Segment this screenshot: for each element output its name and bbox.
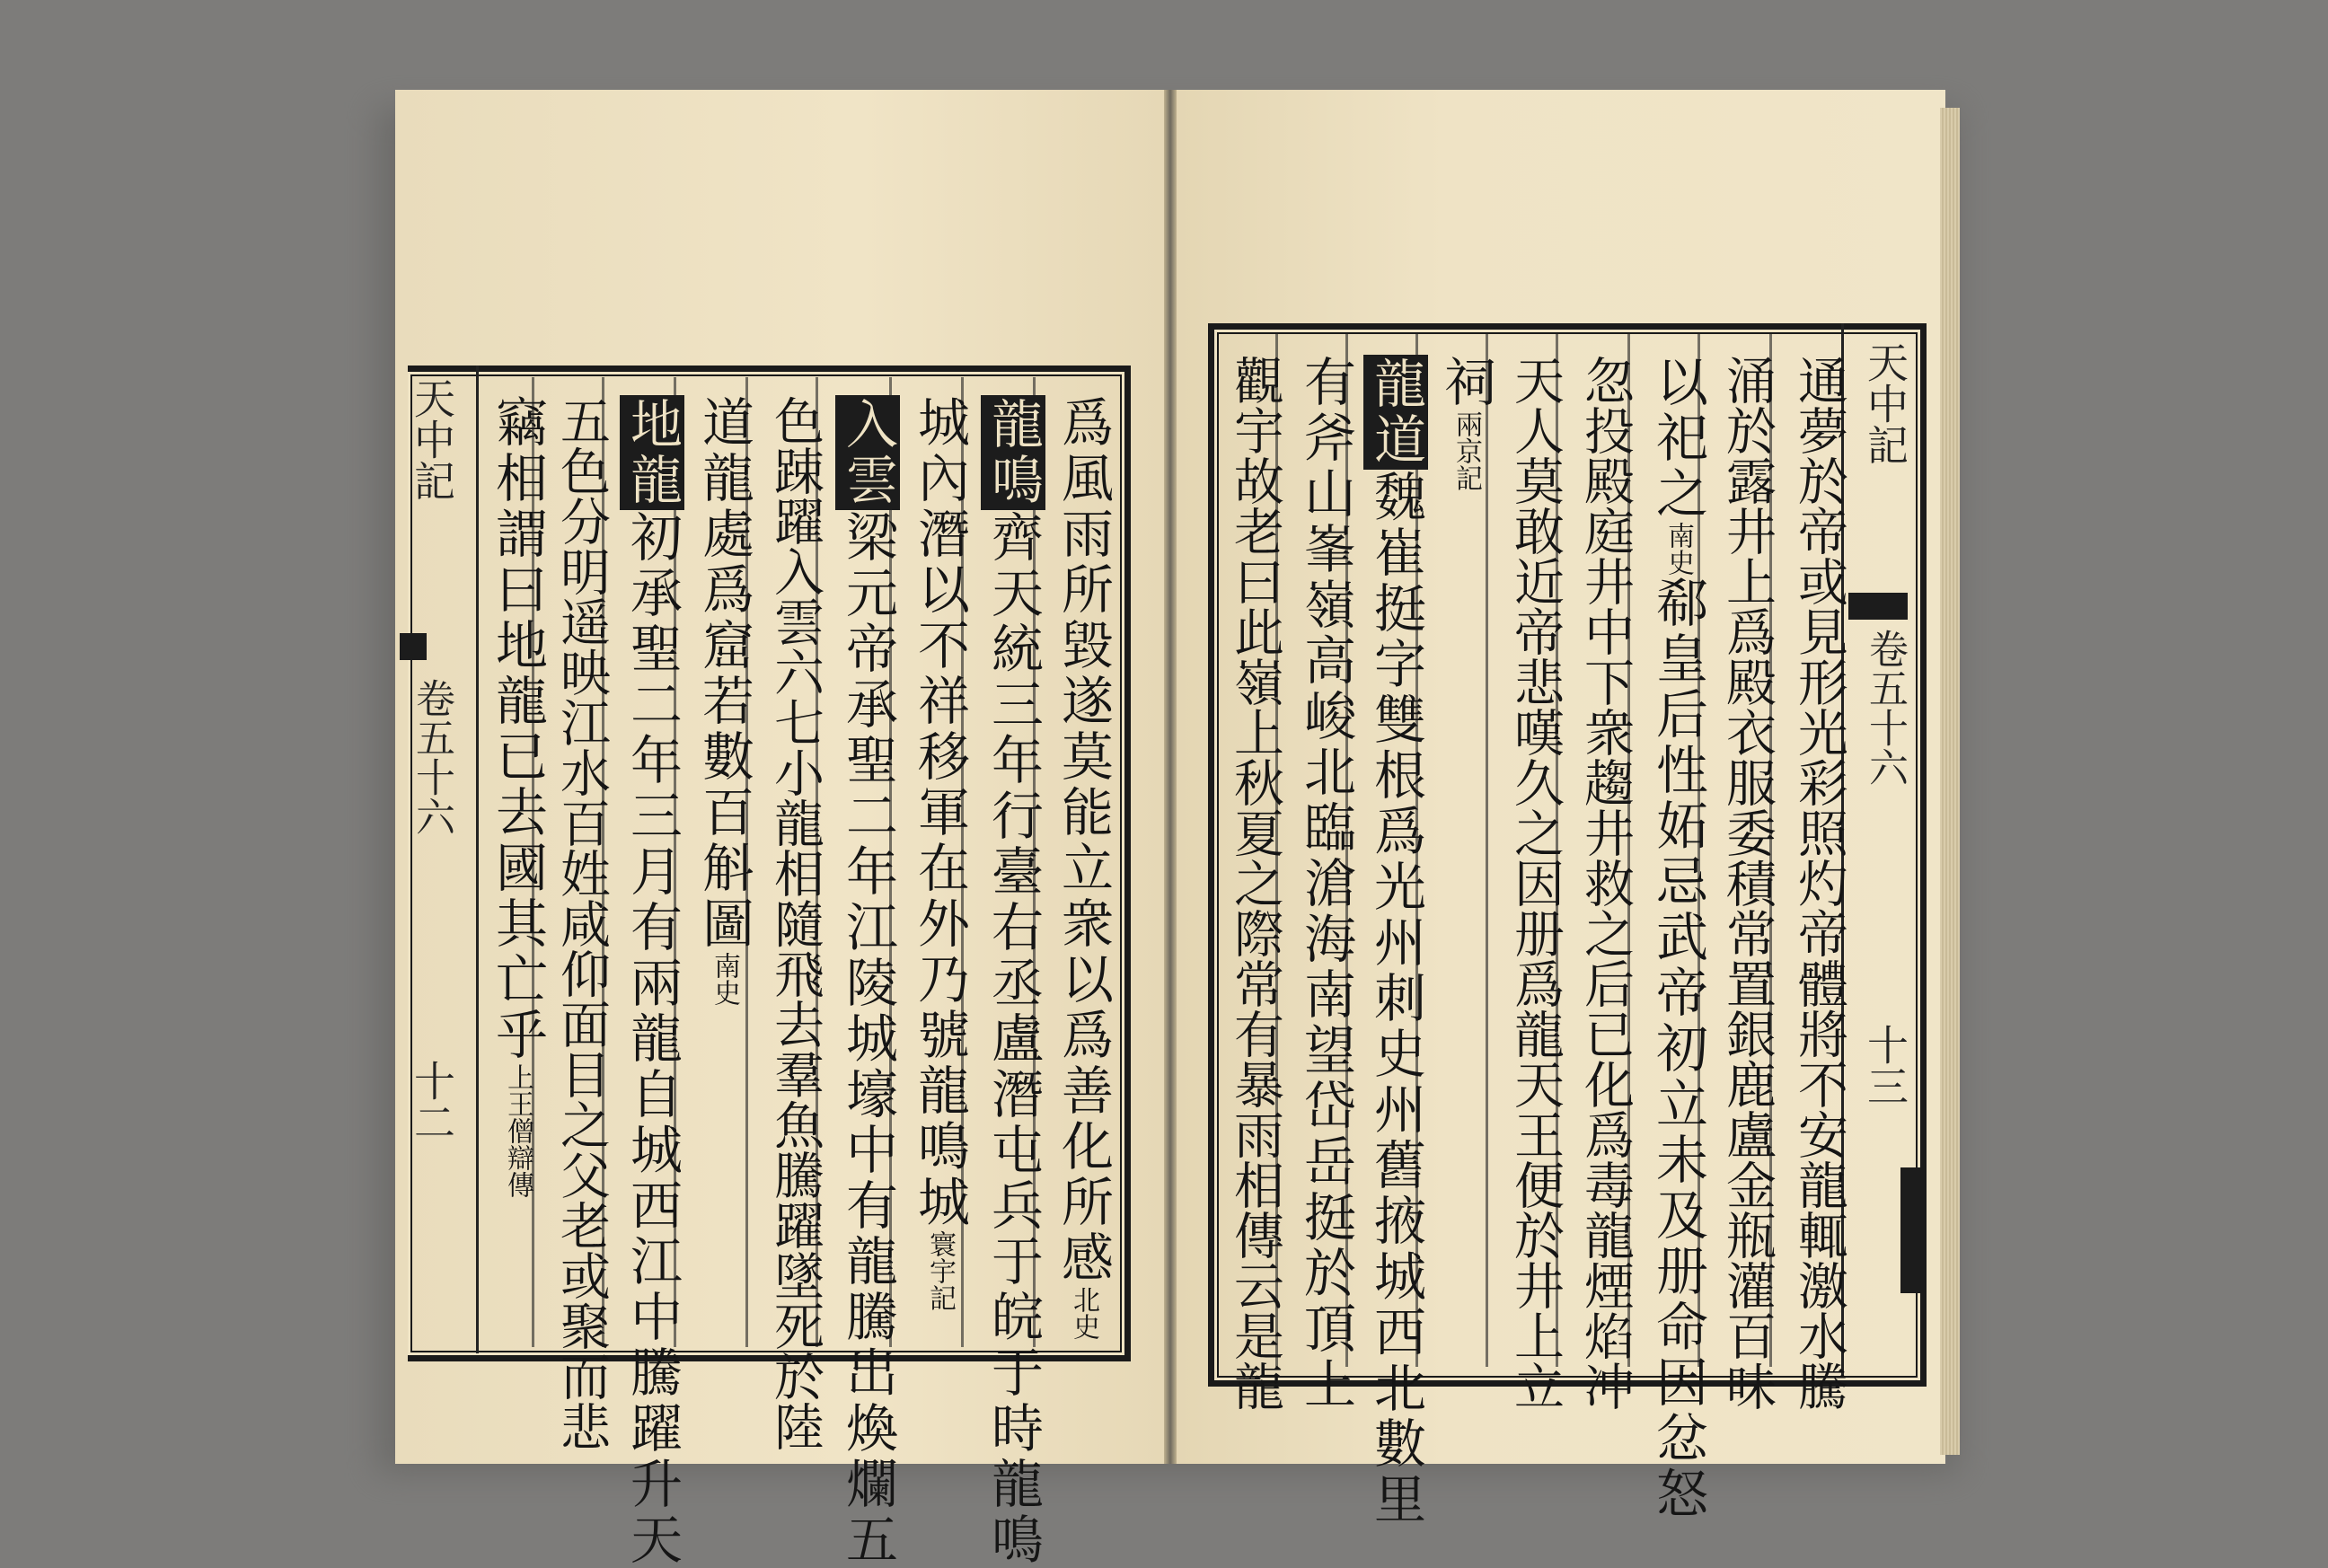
- right-col-1: [1787, 355, 1850, 1411]
- right-col-5: [1504, 355, 1566, 1411]
- entry-heading: 入雲: [837, 397, 898, 508]
- column-text: 梁元帝承聖二年江陵城壕中有龍騰出煥爛五: [837, 510, 898, 1568]
- column-text: 魏崔挺字雙根爲光州刺史州舊掖城西北數里: [1365, 470, 1426, 1528]
- column-text: 城內潛以不祥移軍在外乃號龍鳴城: [909, 395, 970, 1230]
- citation-note: 上王僧: [502, 1063, 534, 1144]
- column-text: 天人莫敢近帝悲嘆久之因册爲龍天王便於井上立: [1506, 355, 1565, 1411]
- column-text: 通夢於帝或見形光彩照灼帝體將不安龍輒激水騰: [1790, 355, 1848, 1411]
- column-text: 初承聖二年三月有兩龍自城西江中騰躍升天: [622, 510, 683, 1568]
- right-col-8: [1293, 355, 1358, 1413]
- book-gutter: [1164, 90, 1177, 1464]
- left-col-7: [620, 395, 684, 1568]
- right-spine-volume: 卷五十六: [1862, 629, 1908, 787]
- entry-heading: 龍鳴: [983, 397, 1044, 508]
- column-text: 以祀之: [1647, 355, 1708, 522]
- column-text: 色踈躍入雲六七小龍相隨飛去羣魚騰躍墜死於陸: [766, 395, 824, 1451]
- right-col-9: [1223, 355, 1286, 1411]
- left-spine-folio: 十二: [408, 1060, 456, 1142]
- column-text: 竊相謂曰地龍已去國其亡乎: [487, 395, 548, 1063]
- page-edge: [1940, 108, 1960, 1455]
- right-col-2: [1715, 355, 1778, 1411]
- left-spine-title: 天中記: [408, 377, 456, 501]
- column-text: [427, 395, 481, 1376]
- citation-note: 北史: [1068, 1286, 1099, 1340]
- column-text: 忽投殿庭井中下衆趨井救之后已化爲毒龍煙焰冲: [1576, 355, 1635, 1411]
- column-text: 祠: [1435, 355, 1496, 410]
- right-col-4: [1574, 355, 1636, 1411]
- left-col-1: [1051, 395, 1116, 1340]
- left-col-8: [550, 395, 613, 1451]
- column-text: 道龍處爲窟若數百斛圖: [693, 395, 754, 952]
- citation-note: 南史: [709, 952, 740, 1006]
- column-text: 齊天統三年行臺右丞盧潛屯兵于皖于時龍鳴: [983, 510, 1044, 1568]
- left-col-2: [981, 395, 1045, 1568]
- left-col-6: [692, 395, 756, 1006]
- entry-heading: 地龍: [622, 397, 683, 508]
- left-col-9: [485, 395, 550, 1198]
- right-spine-title: 天中記: [1861, 341, 1909, 465]
- left-col-3: [907, 395, 972, 1311]
- citation-note: 南史: [1662, 522, 1694, 576]
- right-col-3: [1645, 355, 1710, 1522]
- entry-heading: 龍道: [1365, 357, 1426, 468]
- left-spine-volume: 卷五十六: [409, 678, 454, 836]
- column-text: 五色分明遥映江水百姓咸仰面目之父老或聚而悲: [552, 395, 611, 1451]
- right-spine-fishtail: [1848, 593, 1908, 620]
- column-text: 涌於露井上爲殿衣服委積常置銀鹿盧金瓶灌百味: [1718, 355, 1777, 1411]
- left-col-4: [835, 395, 900, 1568]
- right-col-6: [1433, 355, 1498, 491]
- column-text: 觀宇故老曰此嶺上秋夏之際常有暴雨相傳云是龍: [1226, 355, 1284, 1411]
- right-col-7: [1363, 355, 1428, 1528]
- left-col-5: [763, 395, 826, 1451]
- citation-note: 辯傳: [502, 1144, 534, 1198]
- citation-note: 兩京記: [1451, 410, 1482, 491]
- column-text: 有斧山峯嶺高峻北臨滄海南望岱岳挺於頂上: [1295, 355, 1356, 1413]
- column-text: 爲風雨所毀遂莫能立衆以爲善化所感: [1053, 395, 1114, 1286]
- column-text: 郗皇后性妬忌武帝初立未及册命因忿怒: [1647, 576, 1708, 1522]
- citation-note: 寰宇記: [924, 1230, 956, 1311]
- left-spine-fishtail: [400, 633, 427, 660]
- right-spine-block: [1900, 1167, 1920, 1293]
- right-spine-folio: 十三: [1861, 1024, 1909, 1106]
